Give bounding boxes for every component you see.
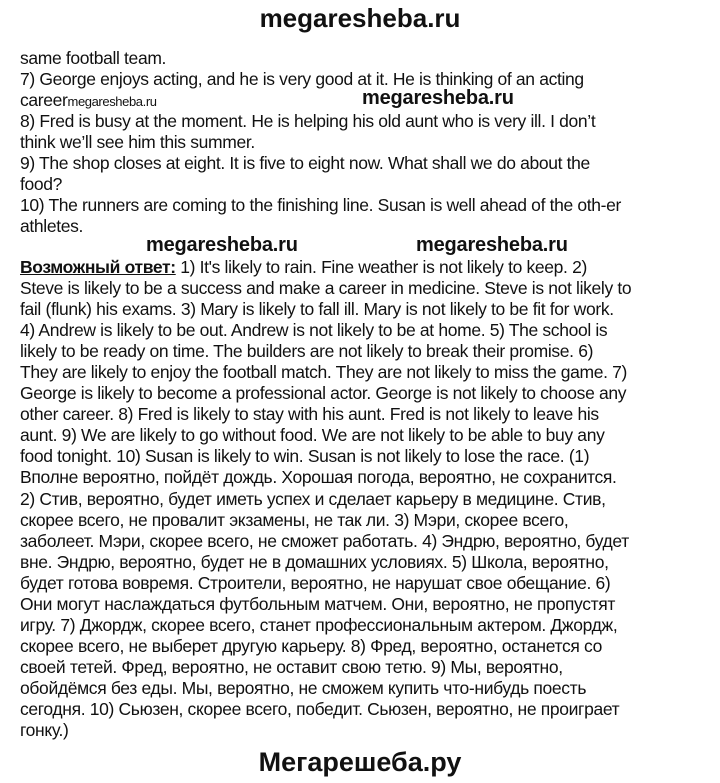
text-line (20, 257, 587, 278)
text-line: fail (flunk) his exams. 3) Mary is likely to fall ill. Mary is not likely to be fit for work. (20, 299, 614, 320)
text-line: 8) Fred is busy at the moment. He is helping his old aunt who is very ill. I don’t (20, 111, 596, 131)
text-line: 9) The shop closes at eight. It is five to eight now. What shall we do about the (20, 153, 590, 173)
text-line: сегодня. 10) Сьюзен, скорее всего, победит. Сьюзен, вероятно, не проиграет (20, 699, 620, 719)
watermark: megaresheba.ru (416, 234, 568, 256)
text-line: same football team. (20, 48, 167, 68)
text-line: Steve is likely to be a success and make a career in medicine. Steve is not likely to (20, 278, 632, 298)
text-line: other career. 8) Fred is likely to stay with his aunt. Fred is not likely to leave his (20, 404, 599, 425)
text-line: игру. 7) Джордж, скорее всего, станет профессиональным актером. Джордж, (20, 614, 618, 635)
text-line: Они могут наслаждаться футбольным матчем. Они, вероятно, не пропустят (20, 593, 616, 614)
text-line: 2) Стив, вероятно, будет иметь успех и сделает карьеру в медицине. Стив, (20, 488, 606, 509)
text-line: food? (20, 174, 63, 194)
inline-watermark: megaresheba.ru (67, 94, 157, 109)
text-line: вне. Эндрю, вероятно, будет не в домашних условиях. 5) Школа, вероятно, (20, 551, 609, 572)
text-fragment: career (20, 90, 68, 110)
text-line: заболеет. Мэри, скорее всего, не сможет работать. 4) Эндрю, вероятно, будет (20, 530, 629, 551)
text-line: aunt. 9) We are likely to go without food. We are not likely to be able to buy any (20, 425, 605, 446)
text-line: 4) Andrew is likely to be out. Andrew is not likely to be at home. 5) The school is (20, 320, 608, 341)
site-footer-watermark: Мегарешеба.ру (258, 747, 462, 777)
text-line: гонку.) (20, 720, 69, 741)
text-line: athletes. (20, 216, 84, 236)
watermark: megaresheba.ru (146, 234, 298, 256)
text-line: будет готова вовремя. Строители, вероятно, не нарушат свое обещание. 6) (20, 572, 611, 593)
text-line (20, 90, 157, 112)
answer-label: Возможный ответ: (20, 257, 176, 277)
text-line: think we’ll see him this summer. (20, 132, 255, 152)
text-line: George is likely to become a professional actor. George is not likely to choose any (20, 383, 627, 404)
text-line: скорее всего, не провалит экзамены, не так ли. 3) Мэри, скорее всего, (20, 509, 569, 530)
text-line: 7) George enjoys acting, and he is very good at it. He is thinking of an acting (20, 69, 584, 89)
text-line: 10) The runners are coming to the finishing line. Susan is well ahead of the oth-er (20, 195, 621, 215)
text-line: своей тетей. Фред, вероятно, не оставит свою тетю. 9) Мы, вероятно, (20, 656, 563, 677)
text-line: скорее всего, не выберет другую карьеру. 8) Фред, вероятно, останется со (20, 635, 603, 656)
text-line: food tonight. 10) Susan is likely to win. Susan is not likely to lose the race. (1) (20, 446, 590, 467)
text-line: likely to be ready on time. The builders are not likely to break their promise. 6) (20, 341, 594, 362)
watermark: megaresheba.ru (362, 87, 514, 109)
site-header-watermark: megaresheba.ru (259, 3, 461, 33)
text-fragment: 1) It's likely to rain. Fine weather is not likely to keep. 2) (175, 257, 587, 277)
text-line: Вполне вероятно, пойдёт дождь. Хорошая погода, вероятно, не сохранится. (20, 467, 617, 488)
text-line: обойдёмся без еды. Мы, вероятно, не сможем купить что-нибудь поесть (20, 677, 587, 698)
text-line: They are likely to enjoy the football match. They are not likely to miss the game. 7) (20, 362, 628, 383)
